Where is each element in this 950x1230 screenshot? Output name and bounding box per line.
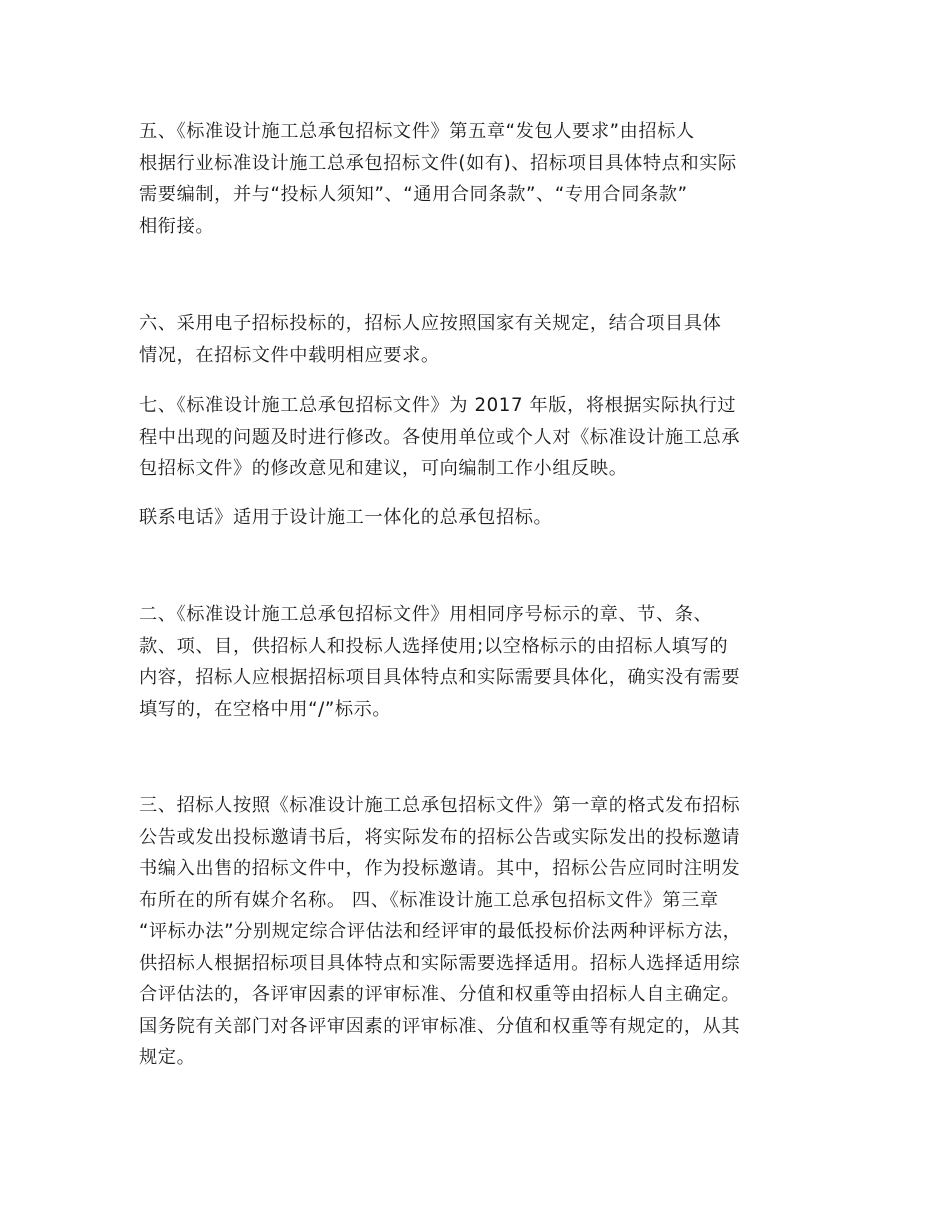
paragraph-six <box>139 308 829 371</box>
text-line: 布所在的所有媒介名称。 四、《标准设计施工总承包招标文件》第三章 <box>139 889 719 911</box>
text-line: 情况，在招标文件中载明相应要求。 <box>139 344 440 366</box>
text-line: 合评估法的，各评审因素的评审标准、分值和权重等由招标人自主确定。 <box>139 984 741 1005</box>
text-line: 包招标文件》的修改意见和建议，可向编制工作小组反映。 <box>139 458 628 479</box>
text-line: 填写的，在空格中用“/”标示。 <box>139 698 392 720</box>
paragraph-seven <box>139 390 829 485</box>
text-line: 六、采用电子招标投标的，招标人应按照国家有关规定，结合项目具体 <box>139 313 722 334</box>
text-line: “评标办法”分别规定综合评估法和经评审的最低投标价法两种评标方法， <box>139 921 742 942</box>
text-line: 五、《标准设计施工总承包招标文件》第五章“发包人要求”由招标人 <box>139 121 695 142</box>
text-line: 内容，招标人应根据招标项目具体特点和实际需要具体化，确实没有需要 <box>139 667 741 688</box>
text-line: 根据行业标准设计施工总承包招标文件(如有)、招标项目具体特点和实际 <box>139 152 737 174</box>
text-line: 三、招标人按照《标准设计施工总承包招标文件》第一章的格式发布招标 <box>139 795 741 816</box>
text-line: 二、《标准设计施工总承包招标文件》用相同序号标示的章、节、条、 <box>139 604 713 625</box>
paragraph-contact <box>139 502 829 534</box>
text-line: 程中出现的问题及时进行修改。各使用单位或个人对《标准设计施工总承 <box>139 426 741 448</box>
paragraph-five <box>139 116 829 242</box>
text-line: 款、项、目，供招标人和投标人选择使用;以空格标示的由招标人填写的 <box>139 635 729 657</box>
text-line: 需要编制，并与“投标人须知”、“通用合同条款”、“专用合同条款” <box>139 184 688 205</box>
text-line: 书编入出售的招标文件中，作为投标邀请。其中，招标公告应同时注明发 <box>139 858 741 879</box>
paragraph-three <box>139 790 829 1074</box>
text-line: 国务院有关部门对各评审因素的评审标准、分值和权重等有规定的，从其 <box>139 1015 741 1037</box>
text-line: 七、《标准设计施工总承包招标文件》为 2017 年版，将根据实际执行过 <box>139 395 737 416</box>
text-line: 联系电话》适用于设计施工一体化的总承包招标。 <box>139 507 553 528</box>
paragraph-two <box>139 599 829 725</box>
text-line: 公告或发出投标邀请书后，将实际发布的招标公告或实际发出的投标邀请 <box>139 826 741 848</box>
text-line: 相衔接。 <box>139 215 215 237</box>
text-line: 供招标人根据招标项目具体特点和实际需要选择适用。招标人选择适用综 <box>139 952 741 974</box>
text-line: 规定。 <box>139 1047 196 1068</box>
